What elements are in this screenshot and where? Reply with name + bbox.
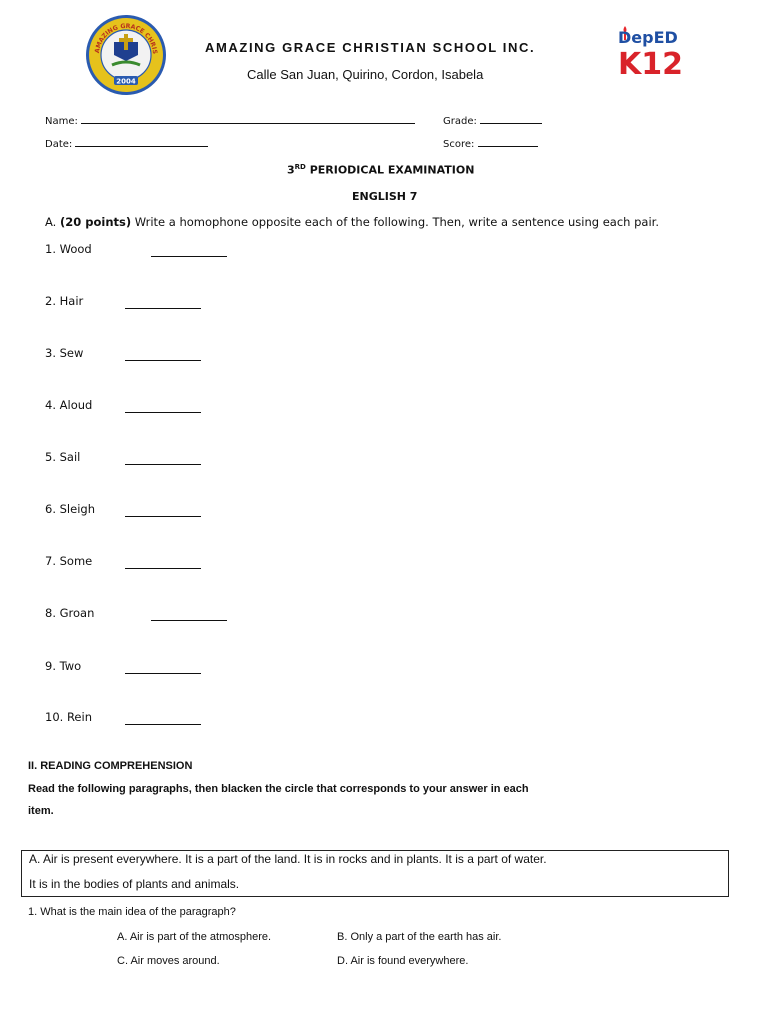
item-some: 7. Some	[45, 554, 93, 568]
answer-blank[interactable]	[125, 723, 201, 725]
logo-text-deped: DepED	[618, 28, 678, 47]
passage-line1: A. Air is present everywhere. It is a part of the land. It is in rocks and in plants. It is a part of water.	[29, 852, 547, 866]
part-a-instruction-text: Write a homophone opposite each of the following. Then, write a sentence using each pair.	[131, 215, 659, 229]
score-field	[443, 139, 538, 150]
school-seal-logo	[85, 14, 167, 96]
answer-blank[interactable]	[125, 359, 201, 361]
logo-text-k12: K12	[618, 47, 683, 78]
answer-blank[interactable]	[125, 672, 201, 674]
score-label: Score:	[443, 139, 475, 150]
answer-blank[interactable]	[125, 463, 201, 465]
item-sail: 5. Sail	[45, 450, 81, 464]
name-blank[interactable]	[81, 122, 415, 124]
date-blank[interactable]	[75, 145, 208, 147]
exam-subject: ENGLISH 7	[352, 190, 418, 203]
question-1: 1. What is the main idea of the paragraph?	[28, 906, 236, 918]
answer-blank[interactable]	[151, 255, 227, 257]
answer-blank[interactable]	[151, 619, 227, 621]
item-sleigh: 6. Sleigh	[45, 502, 95, 516]
deped-k12-logo	[617, 24, 683, 78]
reading-instruction-line2: item.	[28, 805, 54, 817]
answer-blank[interactable]	[125, 567, 201, 569]
answer-blank[interactable]	[125, 307, 201, 309]
choice-d[interactable]: D. Air is found everywhere.	[337, 955, 469, 967]
item-sew: 3. Sew	[45, 346, 84, 360]
grade-field	[443, 116, 542, 127]
exam-title-text: PERIODICAL EXAMINATION	[305, 163, 475, 177]
school-name: AMAZING GRACE CHRISTIAN SCHOOL INC.	[205, 40, 536, 55]
part-a-prefix: A.	[45, 215, 60, 229]
item-rein: 10. Rein	[45, 710, 92, 724]
answer-blank[interactable]	[125, 411, 201, 413]
choice-a[interactable]: A. Air is part of the atmosphere.	[117, 931, 272, 943]
reading-comprehension-heading: II. READING COMPREHENSION	[28, 760, 193, 772]
exam-ordinal-number: 3	[287, 163, 295, 177]
passage-line2: It is in the bodies of plants and animals.	[29, 877, 240, 891]
item-two: 9. Two	[45, 659, 82, 673]
item-wood: 1. Wood	[45, 242, 92, 256]
name-label: Name:	[45, 116, 78, 127]
grade-label: Grade:	[443, 116, 477, 127]
date-field	[45, 139, 208, 150]
answer-blank[interactable]	[125, 515, 201, 517]
item-groan: 8. Groan	[45, 606, 95, 620]
school-address: Calle San Juan, Quirino, Cordon, Isabela	[247, 67, 484, 82]
choice-b[interactable]: B. Only a part of the earth has air.	[337, 931, 502, 943]
reading-instruction-line1: Read the following paragraphs, then blacken the circle that corresponds to your answer in each	[28, 783, 529, 795]
exam-ordinal-suffix: RD	[294, 163, 306, 171]
score-blank[interactable]	[478, 145, 538, 147]
date-label: Date:	[45, 139, 73, 150]
part-a-points: (20 points)	[59, 215, 132, 229]
part-a-instruction	[45, 215, 659, 229]
grade-blank[interactable]	[480, 122, 542, 124]
seal-ring-text: AMAZING GRACE CHRIS	[93, 22, 159, 55]
exam-title	[287, 163, 474, 177]
seal-year: 2004	[116, 77, 136, 86]
choice-c[interactable]: C. Air moves around.	[117, 955, 220, 967]
name-field	[45, 116, 415, 127]
item-hair: 2. Hair	[45, 294, 84, 308]
item-aloud: 4. Aloud	[45, 398, 93, 412]
